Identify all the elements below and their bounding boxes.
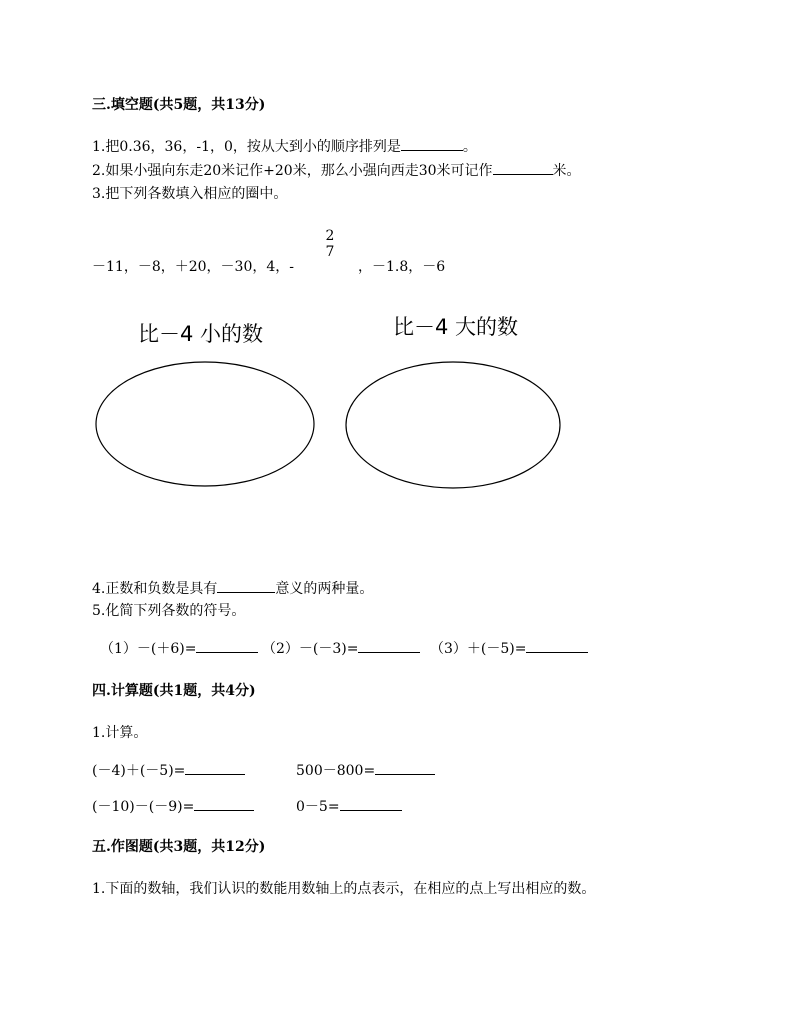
question-3-2-suffix: 米。: [552, 163, 581, 179]
simplify-answer-2[interactable]: [358, 638, 420, 653]
simplify-item-2: [262, 638, 420, 658]
question-3-4-text: 4.正数和负数是具有: [92, 581, 218, 597]
circle-greater-than-minus-4[interactable]: [345, 360, 565, 492]
calc-answer-4[interactable]: [340, 796, 402, 811]
fraction-denominator: 7: [325, 244, 335, 260]
question-4-1: 1.计算。: [92, 725, 148, 741]
calc-item-2: [296, 760, 435, 780]
question-5-1: 1.下面的数轴，我们认识的数能用数轴上的点表示，在相应的点上写出相应的数。: [92, 881, 596, 897]
calc-item-1: [92, 760, 245, 780]
calc-answer-2[interactable]: [375, 760, 435, 775]
question-3-1-suffix: 。: [462, 139, 477, 155]
calc-item-3-label: (－10)－(－9)=: [92, 799, 195, 815]
simplify-answer-1[interactable]: [196, 638, 258, 653]
question-3-1: [92, 136, 477, 156]
simplify-item-1-label: （1）－(＋6)=: [100, 641, 197, 657]
section4-title: 四.计算题(共1题，共4分): [92, 683, 256, 699]
section3-title: 三.填空题(共5题，共13分): [92, 97, 266, 113]
calc-item-4: [296, 796, 402, 816]
simplify-item-2-label: （2）－(－3)=: [262, 641, 359, 657]
fraction-numerator: 2: [325, 228, 335, 244]
section5-title: 五.作图题(共3题，共12分): [92, 839, 266, 855]
calc-item-4-label: 0－5=: [296, 799, 340, 815]
circle-less-than-minus-4[interactable]: [95, 360, 315, 490]
question-3-4: [92, 578, 373, 598]
simplify-answer-3[interactable]: [526, 638, 588, 653]
calc-answer-3[interactable]: [194, 796, 254, 811]
question-3-4-suffix: 意义的两种量。: [275, 581, 374, 597]
simplify-item-3: [430, 638, 588, 658]
answer-blank-3-1[interactable]: [401, 136, 463, 151]
circle-right-label: 比－4 大的数: [393, 315, 519, 339]
answer-blank-3-2[interactable]: [493, 160, 553, 175]
number-list-before: －11，－8，＋20，－30，4，-: [92, 259, 294, 275]
question-3-3: 3.把下列各数填入相应的圈中。: [92, 186, 288, 202]
number-list-after: ，－1.8，－6: [358, 259, 446, 275]
calc-answer-1[interactable]: [185, 760, 245, 775]
simplify-item-1: [100, 638, 258, 658]
question-3-2: [92, 160, 581, 180]
question-3-2-text: 2.如果小强向东走20米记作+20米，那么小强向西走30米可记作: [92, 163, 493, 179]
question-3-5: 5.化简下列各数的符号。: [92, 603, 246, 619]
simplify-item-3-label: （3）＋(－5)=: [430, 641, 527, 657]
answer-blank-3-4[interactable]: [217, 578, 275, 593]
calc-item-3: [92, 796, 254, 816]
question-3-1-text: 1.把0.36，36，-1，0，按从大到小的顺序排列是: [92, 139, 401, 155]
calc-item-1-label: (－4)＋(－5)=: [92, 763, 186, 779]
calc-item-2-label: 500－800=: [296, 763, 376, 779]
circle-left-label: 比－4 小的数: [138, 322, 264, 346]
